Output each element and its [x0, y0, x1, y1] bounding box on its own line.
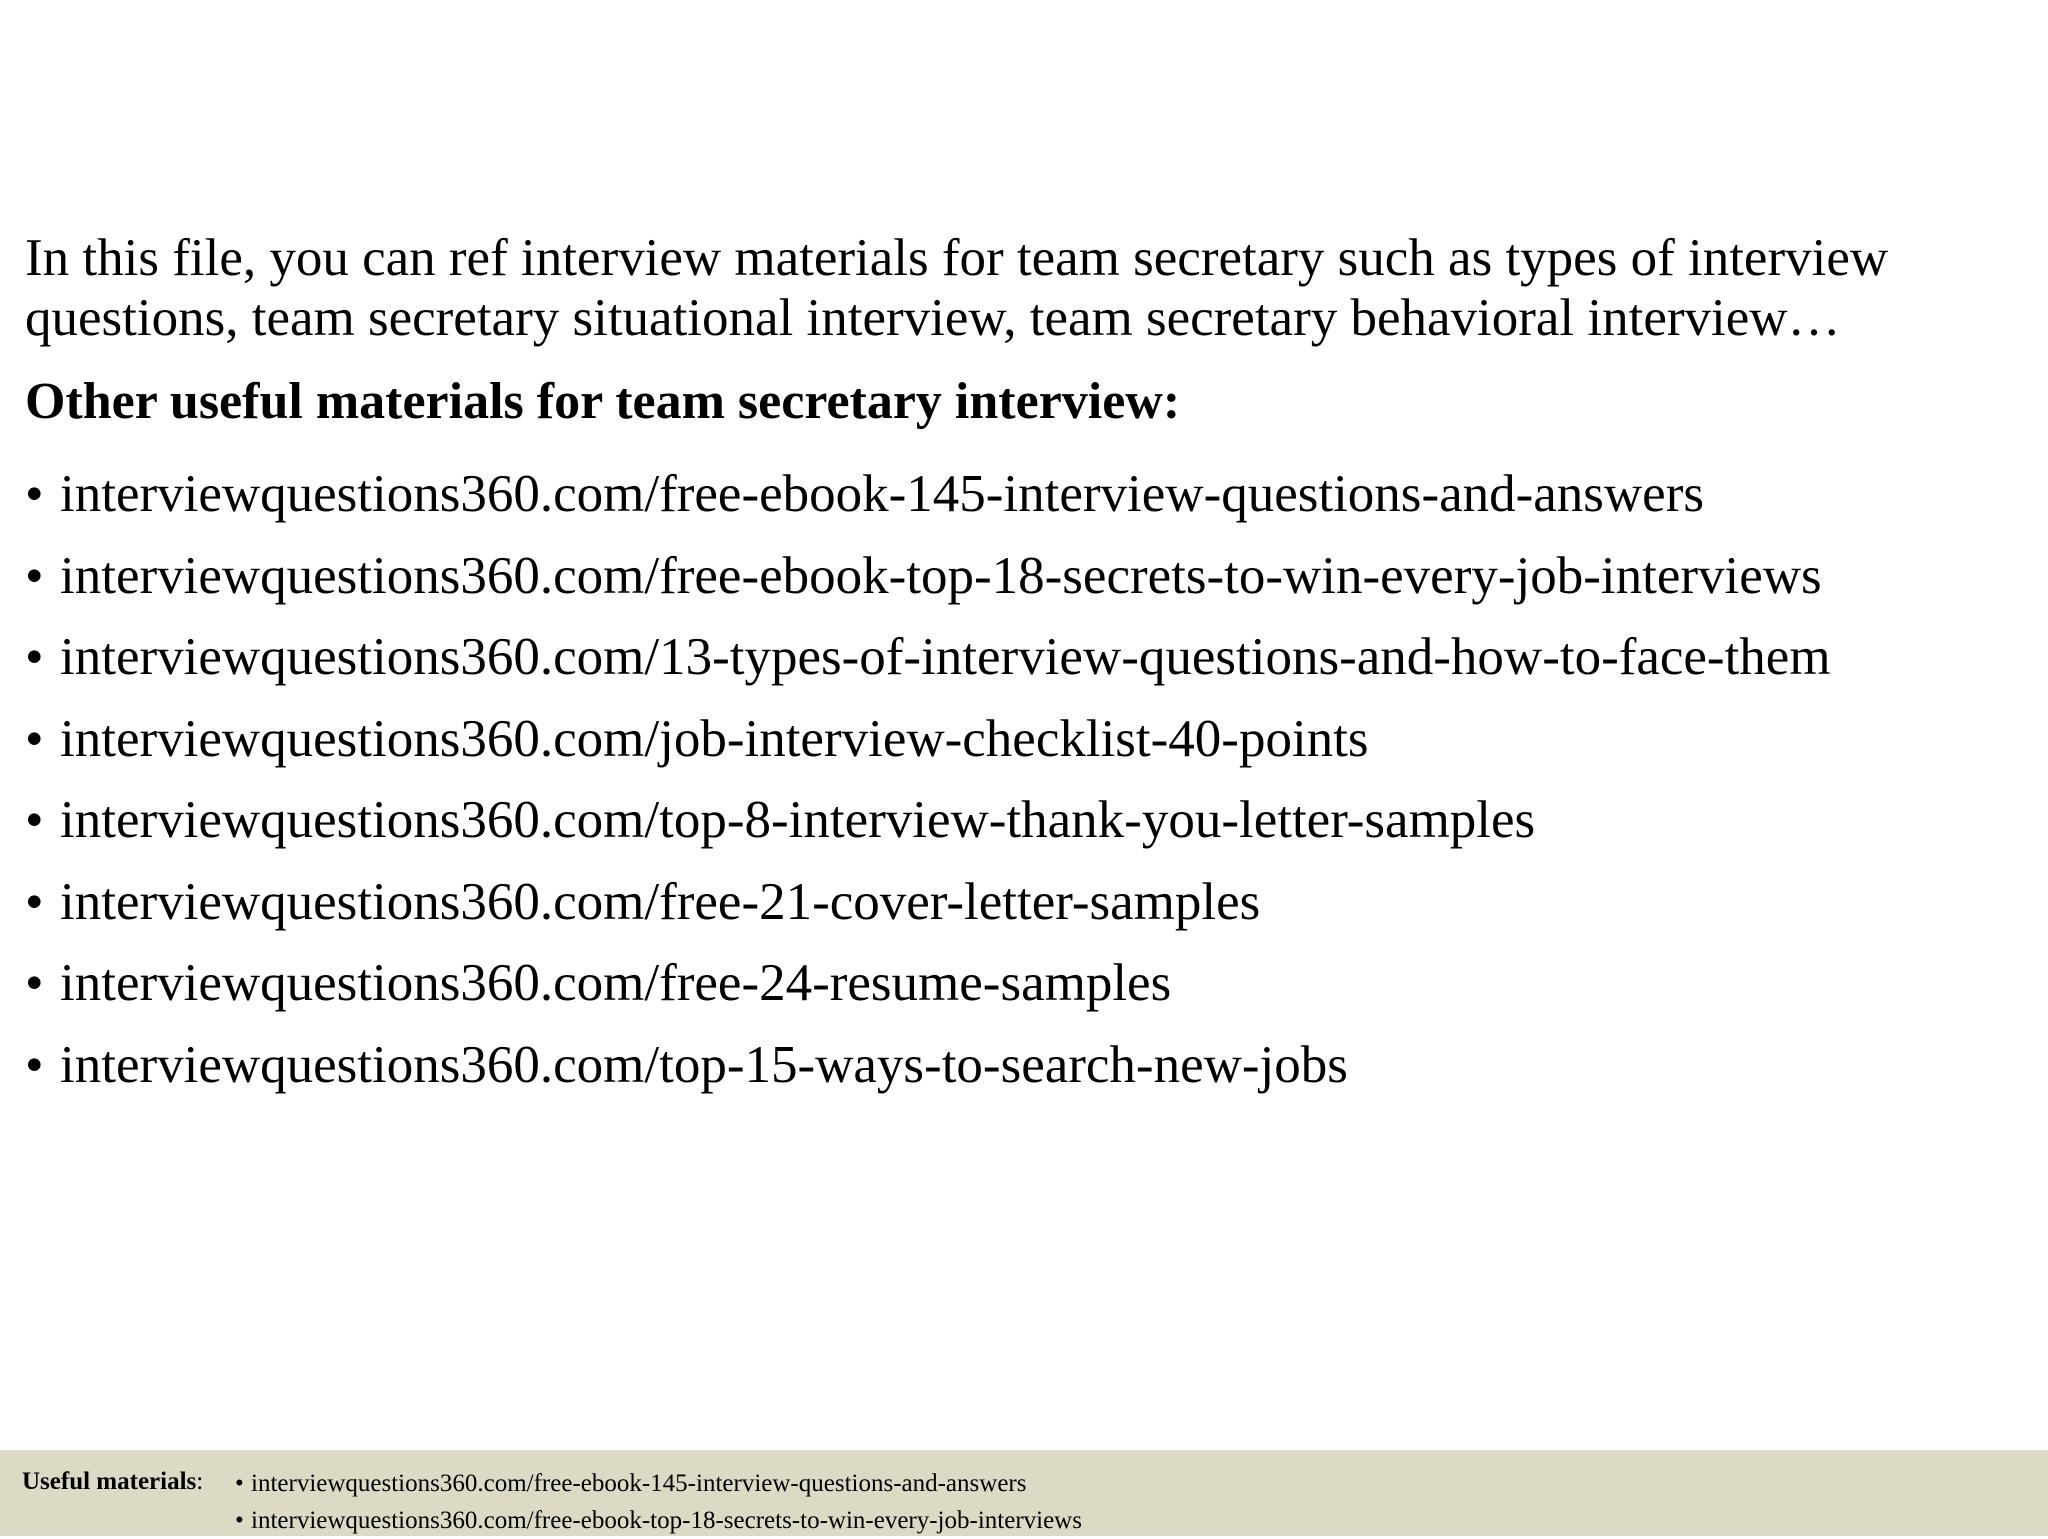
material-link[interactable]: interviewquestions360.com/free-ebook-top-18-secrets-to-win-every-job-interviews — [60, 546, 1822, 605]
bullet-icon: • — [25, 872, 44, 931]
list-item — [25, 943, 2025, 1025]
bullet-icon: • — [25, 791, 44, 849]
footer-label-separator: : — [196, 1468, 204, 1495]
bullet-icon: • — [25, 546, 44, 605]
list-item — [25, 699, 2025, 781]
material-link[interactable]: interviewquestions360.com/free-24-resume-samples — [60, 954, 1172, 1012]
footer-list-item — [235, 1502, 1082, 1539]
list-item — [25, 780, 2025, 862]
bullet-icon: • — [235, 1470, 244, 1497]
footer-bar — [0, 1450, 2048, 1536]
footer-material-link[interactable]: interviewquestions360.com/free-ebook-145-interview-questions-and-answers — [251, 1470, 1027, 1497]
materials-heading: Other useful materials for team secretary interview: — [25, 373, 1181, 430]
list-item — [25, 617, 2025, 699]
bullet-icon: • — [25, 709, 44, 768]
bullet-icon: • — [25, 954, 44, 1012]
list-item — [25, 536, 2025, 618]
bullet-icon: • — [235, 1507, 244, 1534]
material-link[interactable]: interviewquestions360.com/free-21-cover-letter-samples — [60, 872, 1261, 931]
intro-paragraph: In this file, you can ref interview materials for team secretary such as types of interview questions, team secretary situational interview, team secretary behavioral interview… — [25, 229, 1889, 347]
material-link[interactable]: interviewquestions360.com/free-ebook-145-interview-questions-and-answers — [60, 465, 1704, 523]
footer-label-text: Useful materials — [22, 1468, 197, 1495]
footer-material-link[interactable]: interviewquestions360.com/free-ebook-top-18-secrets-to-win-every-job-interviews — [251, 1507, 1082, 1534]
bullet-icon: • — [25, 628, 44, 686]
bullet-icon: • — [25, 1035, 44, 1094]
material-link[interactable]: interviewquestions360.com/job-interview-checklist-40-points — [60, 709, 1369, 768]
materials-list — [25, 454, 2025, 1106]
list-item — [25, 1025, 2025, 1107]
list-item — [25, 454, 2025, 536]
footer-links — [235, 1465, 1082, 1539]
material-link[interactable]: interviewquestions360.com/top-8-interview-thank-you-letter-samples — [60, 791, 1536, 849]
footer-list-item — [235, 1465, 1082, 1502]
slide-content — [25, 228, 2025, 1106]
footer-label — [22, 1465, 203, 1499]
material-link[interactable]: interviewquestions360.com/top-15-ways-to-search-new-jobs — [60, 1035, 1348, 1094]
bullet-icon: • — [25, 465, 44, 523]
material-link[interactable]: interviewquestions360.com/13-types-of-interview-questions-and-how-to-face-them — [60, 628, 1831, 686]
list-item — [25, 862, 2025, 944]
